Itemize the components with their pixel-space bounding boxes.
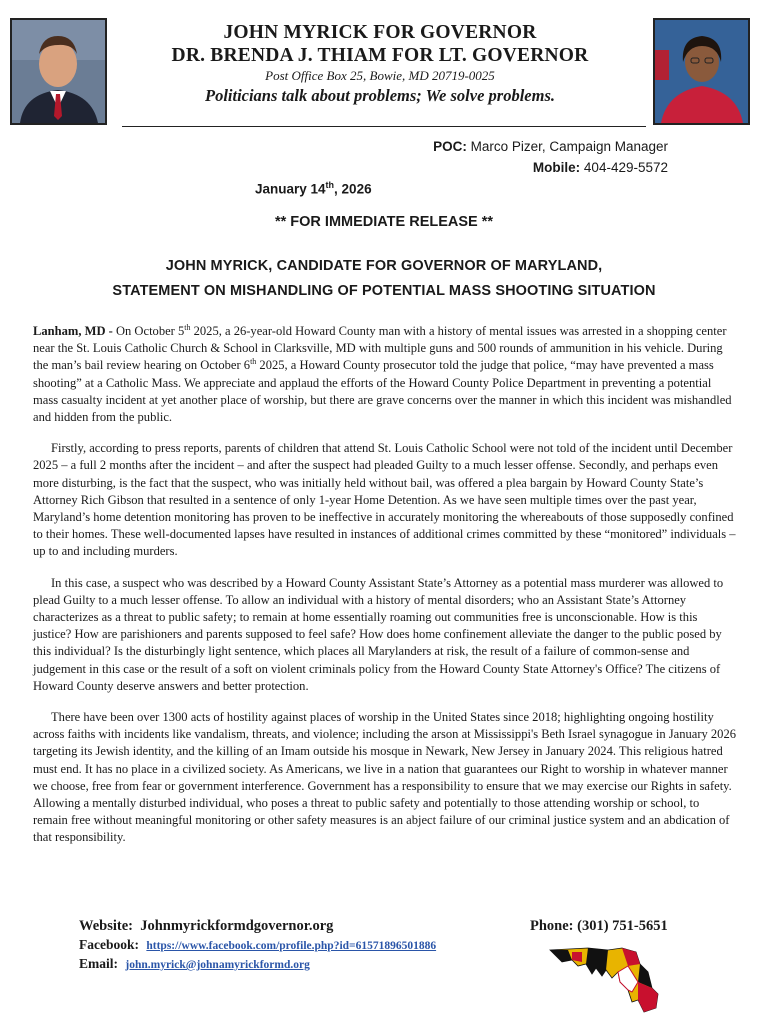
poc-value: Marco Pizer, Campaign Manager xyxy=(470,139,668,154)
mobile-value: 404-429-5572 xyxy=(583,160,668,175)
dateline: Lanham, MD - xyxy=(33,324,113,338)
release-date: January 14th, 2026 xyxy=(255,180,372,197)
facebook-link[interactable]: https://www.facebook.com/profile.php?id=61571896501886 xyxy=(146,940,437,952)
email-line xyxy=(79,956,310,972)
facebook-label: Facebook: xyxy=(79,937,139,952)
website-line xyxy=(79,918,333,935)
facebook-line xyxy=(79,937,436,953)
poc-line xyxy=(433,139,668,154)
campaign-slogan: Politicians talk about problems; We solve problems. xyxy=(204,86,555,105)
website-value: Johnmyrickformdgovernor.org xyxy=(140,918,334,934)
website-label: Website: xyxy=(79,918,133,934)
paragraph-1: Lanham, MD - On October 5th 2025, a 26-year-old Howard County man with a history of mental issues was arrested in a shopping center near the St. Louis Catholic Church & School in Clarksville, MD with multiple guns and 500 rounds of ammunition in his vehicle. During the man’s bail review hearing on October 6th 2025, a Howard County prosecutor told the judge that police, “may have prevented a mass shooting” at a Catholic Mass. We appreciate and applaud the efforts of the Howard County Police Department in preventing a potential mass casualty incident at yet another place of worship, but there are grave concerns over the manner in which this incident was mishandled and hidden from the public. xyxy=(33,322,732,425)
candidate-photo-brenda-thiam xyxy=(653,18,750,125)
press-release-body xyxy=(33,323,736,861)
phone-label: Phone: xyxy=(530,918,574,934)
paragraph-4: There have been over 1300 acts of hostility against places of worship in the United States since 2018; highlighting ongoing hostility across faiths with incidents like vandalism, threats, and violence; including the arson at Mississippi's Beth Israel synagogue in January 2026 targeting its Jewish identity, and the killing of an Imam outside his mosque in Newark, New Jersey in January 2024. This religious hatred must end. It has no place in a civilized society. As Americans, we live in a nation that guarantees our Right to worship in whatever manner we choose, free from fear or government interference. Government has a responsibility to ensure that we may exercise our Rights in safety. Allowing a mentally disturbed individual, who poses a threat to public safety and potentially to those attending worship or school, to remain free without meaningful monitoring or other safety measures is an abject failure of our criminal justice system and an abdication of that responsibility. xyxy=(33,710,737,845)
email-link[interactable]: john.myrick@johnamyrickformd.org xyxy=(125,959,310,971)
paragraph-3: In this case, a suspect who was described by a Howard County Assistant State’s Attorney as a potential mass murderer was allowed to plead Guilty to a much lesser offense. To allow an individual with a history of mental disorders; who an Assistant State’s Attorney characterizes as a threat to public safety; to remain at home essentially roaming out communities free is unconscionable. How is this justice? How are parishioners and parents supposed to feel safe? How does home confinement alleviate the danger to the public posed by this individual? Is the disturbingly light sentence, which places all Marylanders at risk, the result of a failure of common-sense and judgement in this case or the result of a soft on violent criminals policy from the Howard County State Attorney's Office? The citizens of Howard County deserve answers and better protection. xyxy=(33,575,724,693)
mobile-line xyxy=(533,160,668,175)
headline-line-2: STATEMENT ON MISHANDLING OF POTENTIAL MASS SHOOTING SITUATION xyxy=(112,283,656,299)
maryland-flag-map-icon xyxy=(548,942,660,1014)
phone-value: (301) 751-5651 xyxy=(577,918,668,934)
campaign-title: JOHN MYRICK FOR GOVERNOR xyxy=(223,22,537,43)
paragraph-2: Firstly, according to press reports, parents of children that attend St. Louis Catholic School were not told of the incident until December 2025 – a full 2 months after the incident – and after the suspect had pleaded Guilty to a much lesser offense. Secondly, and perhaps even more disturbing, is the fact that the suspect, who was initially held without bail, was offered a plea bargain by Howard County State’s Attorney Rich Gibson that resulted in a sentence of only 1-year Home Detention. As we have seen multiple times over the past year, Maryland’s home detention monitoring has proven to be ineffective in accurately monitoring the whereabouts of those supposedly confined to their homes. These well-documented lapses have resulted in instances of additional crimes committed by these “monitored” individuals – up to and including murders. xyxy=(33,441,736,559)
candidate-photo-john-myrick xyxy=(10,18,107,125)
header-divider xyxy=(122,126,646,127)
poc-label: POC: xyxy=(433,139,467,154)
campaign-subtitle: DR. BRENDA J. THIAM FOR LT. GOVERNOR xyxy=(171,45,589,66)
email-label: Email: xyxy=(79,956,118,971)
mobile-label: Mobile: xyxy=(532,160,581,175)
phone-line xyxy=(530,918,668,935)
campaign-address: Post Office Box 25, Bowie, MD 20719-0025 xyxy=(265,68,495,83)
headline-line-1: JOHN MYRICK, CANDIDATE FOR GOVERNOR OF MARYLAND, xyxy=(165,258,603,274)
immediate-release: ** FOR IMMEDIATE RELEASE ** xyxy=(274,214,494,230)
